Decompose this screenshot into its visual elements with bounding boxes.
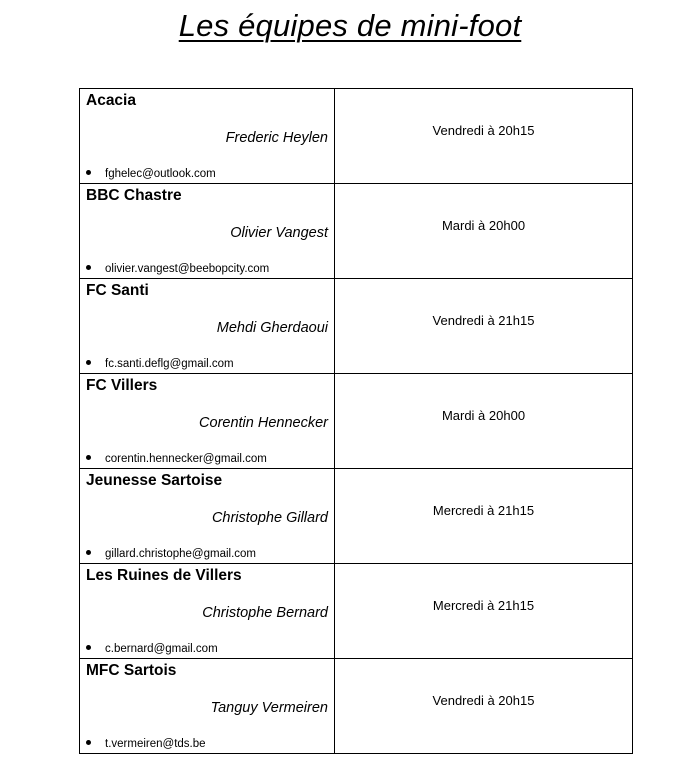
email-address: t.vermeiren@tds.be (105, 738, 206, 750)
team-name: FC Villers (86, 377, 158, 394)
contact-name: Frederic Heylen (225, 130, 328, 146)
team-name: FC Santi (86, 282, 149, 299)
schedule-text: Mardi à 20h00 (441, 408, 526, 423)
team-cell (80, 469, 335, 564)
schedule-cell (335, 374, 633, 469)
email-address: corentin.hennecker@gmail.com (105, 453, 267, 465)
teams-table (79, 88, 633, 754)
table-row (80, 374, 633, 469)
contact-name: Christophe Bernard (202, 605, 328, 621)
team-cell (80, 564, 335, 659)
bullet-icon (86, 740, 91, 745)
schedule-text: Mercredi à 21h15 (432, 503, 535, 518)
schedule-cell (335, 564, 633, 659)
team-cell (80, 184, 335, 279)
email-item (86, 738, 206, 750)
schedule-cell (335, 469, 633, 564)
table-row (80, 659, 633, 754)
email-item (86, 263, 269, 275)
schedule-text: Mercredi à 21h15 (432, 598, 535, 613)
team-name: MFC Sartois (86, 662, 177, 679)
table-row (80, 279, 633, 374)
email-address: gillard.christophe@gmail.com (105, 548, 257, 560)
bullet-icon (86, 645, 91, 650)
email-item (86, 453, 267, 465)
bullet-icon (86, 170, 91, 175)
contact-name: Olivier Vangest (230, 225, 328, 241)
schedule-cell (335, 184, 633, 279)
contact-name: Mehdi Gherdaoui (216, 320, 328, 336)
email-item (86, 548, 256, 560)
team-name: Acacia (86, 92, 136, 109)
table-row (80, 469, 633, 564)
team-name: Les Ruines de Villers (86, 567, 242, 584)
schedule-cell (335, 659, 633, 754)
table-row (80, 184, 633, 279)
bullet-icon (86, 455, 91, 460)
email-item (86, 358, 234, 370)
team-cell (80, 374, 335, 469)
email-address: olivier.vangest@beebopcity.com (105, 263, 270, 275)
team-cell (80, 89, 335, 184)
page-title: Les équipes de mini-foot (178, 8, 522, 43)
schedule-cell (335, 279, 633, 374)
contact-name: Christophe Gillard (211, 510, 328, 526)
email-item (86, 168, 216, 180)
schedule-text: Mardi à 20h00 (441, 218, 526, 233)
schedule-text: Vendredi à 20h15 (432, 693, 535, 708)
team-cell (80, 659, 335, 754)
bullet-icon (86, 360, 91, 365)
schedule-text: Vendredi à 21h15 (432, 313, 535, 328)
table-row (80, 89, 633, 184)
schedule-cell (335, 89, 633, 184)
email-item (86, 643, 218, 655)
contact-name: Tanguy Vermeiren (210, 700, 328, 716)
bullet-icon (86, 550, 91, 555)
email-address: fc.santi.deflg@gmail.com (105, 358, 234, 370)
bullet-icon (86, 265, 91, 270)
schedule-text: Vendredi à 20h15 (432, 123, 535, 138)
table-row (80, 564, 633, 659)
team-cell (80, 279, 335, 374)
contact-name: Corentin Hennecker (199, 415, 328, 431)
team-name: Jeunesse Sartoise (86, 472, 223, 489)
email-address: fghelec@outlook.com (105, 168, 216, 180)
team-name: BBC Chastre (86, 187, 182, 204)
email-address: c.bernard@gmail.com (105, 643, 218, 655)
